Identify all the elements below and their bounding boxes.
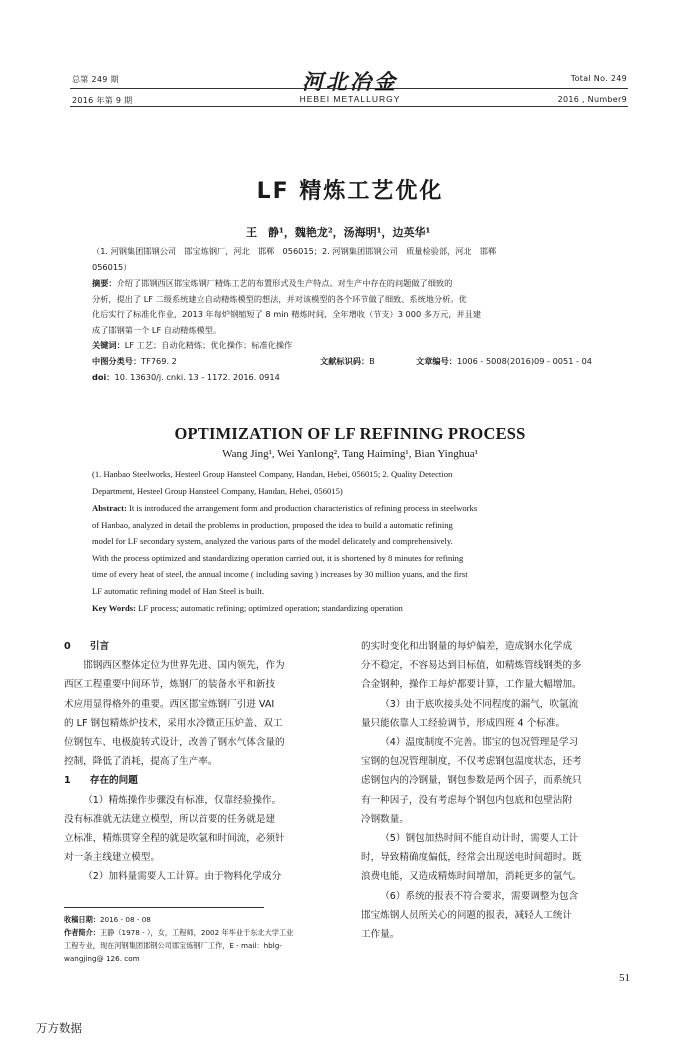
watermark: 万方数据 bbox=[36, 1021, 82, 1035]
footnote-divider bbox=[64, 907, 264, 908]
article-title-en: OPTIMIZATION OF LF REFINING PROCESS bbox=[174, 424, 526, 443]
issue-total-en: Total No. 249 bbox=[570, 74, 627, 83]
body-left-column: 0 引言 邯钢西区整体定位为世界先进、国内领先，作为 西区工程重要中间环节，炼钢厂的装备水平和新技 术应用显得格外的重要。西区邯宝炼钢厂引进 VAI 的 LF 钢包精炼炉技术，采用水冷微正压炉盖、双工 位钢包车、电极旋转式设计，改善了钢水气体含量的 控制，降低了消耗，提高了生产率。 1 存在的问题 （1）精炼操作步骤没有标准，仅靠经验操作。 没有标准就无法建立模型，所以首要的任务就是建 立标准，精炼贯穿全程的就是吹氩和时间流，必须针 对一条主线建立模型。 （2）加料量需要人工计算。由于物料化学成分 bbox=[64, 637, 345, 887]
section-heading-problems: 1 存在的问题 bbox=[64, 775, 138, 787]
footnote: 收稿日期：2016 - 08 - 08 作者简介：王静（1978 - ），女，工程师，2002 年毕业于东北大学工业 工程专业，现在河钢集团邯钢公司邯宝炼钢厂工作，E - mail：hblg- wangjing@ 126. com bbox=[64, 915, 294, 963]
journal-logo-cn: 河北冶金 bbox=[302, 69, 398, 94]
keywords-en: Key Words: LF process; automatic refining; optimized operation; standardizing operation bbox=[92, 602, 403, 613]
abstract-en-label: Abstract: bbox=[92, 503, 127, 513]
doi-line: doi：10. 13630/j. cnki. 13 - 1172. 2016. 0914 bbox=[92, 371, 280, 382]
affiliation-cn: （1. 河钢集团邯钢公司 邯宝炼钢厂，河北 邯郸 056015；2. 河钢集团邯钢公司 质量检验部，河北 邯郸 056015） bbox=[92, 246, 497, 272]
page-number: 51 bbox=[619, 972, 630, 984]
authors-en: Wang Jing¹, Wei Yanlong², Tang Haiming¹, Bian Yinghua¹ bbox=[222, 448, 478, 460]
abstract-cn-label: 摘要： bbox=[92, 278, 117, 288]
abstract-en: Abstract: It is introduced the arrangement form and production characteristics of refining process in steelworks of Hanbao, analyzed in detail the problems in production, proposed the idea to build a automatic refining model for LF secondary system, analyzed the various parts of the model delicately and comprehensively. With the process optimized and standardizing operation carried out, it is shortened by 8 minutes for refining time of every heat of steel, the annual income ( including saving ) increases by 30 million yuans, and the first LF automatic refining model of Han Steel is built. Key Words: LF process; automatic refining; optimized operation; standardizing operation bbox=[92, 500, 614, 616]
affiliation-en: (1. Hanbao Steelworks, Hesteel Group Hansteel Company, Handan, Hebei, 056015; 2. Quality Detection Department, Hesteel Group Hansteel Company, Handan, Hebei, 056015) bbox=[92, 469, 453, 496]
issue-number-en: 2016 , Number9 bbox=[557, 95, 627, 104]
section-heading-intro: 0 引言 bbox=[64, 641, 110, 652]
authors-cn: 王 静¹，魏艳龙²，汤海明¹，边英华¹ bbox=[246, 226, 431, 239]
issue-number-cn: 2016 年第 9 期 bbox=[72, 96, 133, 105]
abstract-cn: 摘要：介绍了邯钢西区邯宝炼钢厂精炼工艺的布置形式及生产特点。对生产中存在的问题做了细致的 分析，提出了 LF 二级系统建立自动精炼模型的想法，并对该模型的各个环节做了细致、系统地分析。优 化后实行了标准化作业，2013 年每炉钢缩短了 8 min 精炼时间，全年增收（节支）3 000 多万元，并且建 成了邯钢第一个 LF 自动精炼模型。 关键词：LF 工艺；自动化精炼；优化操作；标准化操作 中图分类号：TF769. 2 文献标识码：B 文章编号：1006 - 5008(2016)09 - 0051 - 04 doi：10. 13630/j. cnki. 13 - 1172. 2016. 0914 bbox=[92, 276, 612, 385]
header-divider-bottom bbox=[70, 106, 628, 107]
body-right-column: 的实时变化和出钢量的每炉偏差，造成钢水化学成 分不稳定，不容易达到目标值，如精炼管线钢类的多 合金钢种，操作工每炉都要计算，工作量大幅增加。 （3）由于底吹接头处不同程度的漏气，吹氩流 量只能依靠人工经验调节，形成四班 4 个标准。 （4）温度制度不完善。邯宝的包况管理是学习 宝钢的包况管理制度，不仅考虑钢包温度状态，还考 虑钢包内的冷钢量，钢包参数是两个因子，而系统只 有一种因子，没有考虑每个钢包内包底和包壁沾附 冷钢数量。 （5）钢包加热时间不能自动计时，需要人工计 时，导致精确度偏低，经常会出现送电时间超时。既 浪费电能，又造成精炼时间增加，消耗更多的氩气。 （6）系统的报表不符合要求，需要调整为包含 邯宝炼钢人员所关心的问题的报表，减轻人工统计 工作量。 bbox=[361, 641, 582, 941]
header-divider-top bbox=[70, 88, 628, 89]
classification-line: 中图分类号：TF769. 2 文献标识码：B 文章编号：1006 - 5008(2016)09 - 0051 - 04 bbox=[92, 355, 593, 366]
journal-logo-en: HEBEI METALLURGY bbox=[299, 94, 401, 104]
article-title-cn: LF 精炼工艺优化 bbox=[256, 179, 444, 204]
keywords-cn: 关键词：LF 工艺；自动化精炼；优化操作；标准化操作 bbox=[92, 340, 293, 351]
issue-total-cn: 总第 249 期 bbox=[72, 75, 119, 84]
